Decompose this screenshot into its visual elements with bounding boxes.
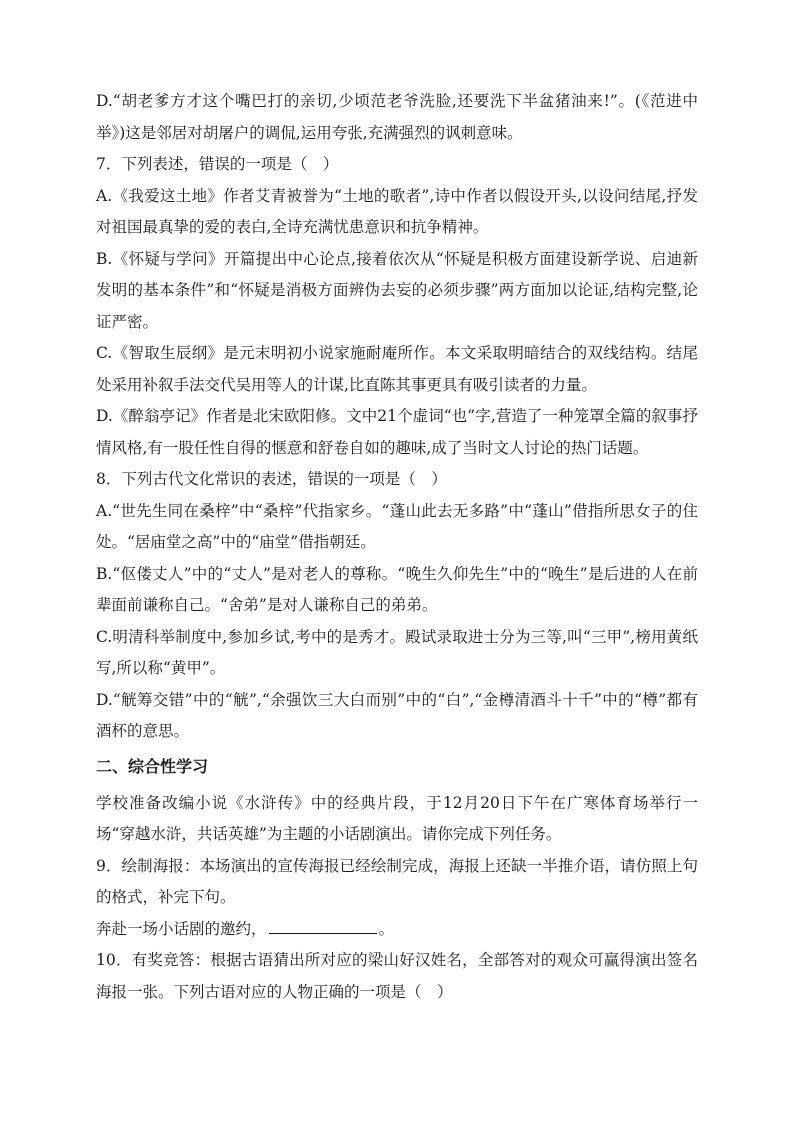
section-heading: 二、综合性学习: [96, 756, 209, 776]
option-8d: D.“觥筹交错”中的“觥”,“余强饮三大白而别”中的“白”,“金樽清酒斗十千”中的“樽”都有酒杯的意思。: [96, 690, 698, 740]
question-7: 7．下列表述，错误的一项是（ ）: [96, 155, 339, 173]
option-7d: D.《醉翁亭记》作者是北宋欧阳修。文中21个虚词“也”字,营造了一种笼罩全篇的叙事抒情风格,有一股任性自得的惬意和舒卷自如的趣味,成了当时文人讨论的热门话题。: [96, 407, 698, 457]
question-8: 8．下列古代文化常识的表述，错误的一项是（ ）: [96, 470, 447, 488]
option-6d: D.“胡老爹方才这个嘴巴打的亲切,少顷范老爷洗脸,还要洗下半盆猪油来!”。(《范进中举》)这是邻居对胡屠户的调侃,运用夸张,充满强烈的讽刺意味。: [96, 92, 698, 142]
answer-blank[interactable]: [269, 917, 377, 934]
option-7c: C.《智取生辰纲》是元末明初小说家施耐庵所作。本文采取明暗结合的双线结构。结尾处采用补叙手法交代吴用等人的计谋,比直陈其事更具有吸引读者的力量。: [96, 344, 698, 394]
option-8a: A.“世先生同在桑梓”中“桑梓”代指家乡。“蓬山此去无多路”中“蓬山”借指所思女子的住处。“居庙堂之高”中的“庙堂”借指朝廷。: [96, 501, 698, 551]
intro: 学校准备改编小说《水浒传》中的经典片段，于12月20日下午在广寒体育场举行一场“穿越水浒，共话英雄”为主题的小话剧演出。请你完成下列任务。: [96, 793, 698, 843]
answer-line-prefix: 奔赴一场小话剧的邀约，: [96, 919, 267, 938]
question-9: 9．绘制海报：本场演出的宣传海报已经绘制完成，海报上还缺一半推介语，请仿照上句的格式，补完下句。: [96, 856, 698, 906]
option-7a: A.《我爱这土地》作者艾青被誉为“土地的歌者”,诗中作者以假设开头,以设问结尾,抒发对祖国最真挚的爱的表白,全诗充满忧患意识和抗争精神。: [96, 186, 698, 236]
answer-line-9: [96, 914, 698, 946]
option-7b: B.《怀疑与学问》开篇提出中心论点,接着依次从“怀疑是积极方面建设新学说、启迪新发明的基本条件”和“怀疑是消极方面辨伪去妄的必须步骤”两方面加以论证,结构完整,论证严密。: [96, 249, 698, 331]
option-8c: C.明清科举制度中,参加乡试,考中的是秀才。殿试录取进士分为三等,叫“三甲”,榜用黄纸写,所以称“黄甲”。: [96, 627, 698, 677]
answer-line-suffix: 。: [378, 919, 395, 938]
question-10: 10．有奖竞答：根据古语猜出所对应的梁山好汉姓名，全部答对的观众可赢得演出签名海报一张。下列古语对应的人物正确的一项是（ ）: [96, 951, 698, 1001]
option-8b: B.“伛偻丈人”中的“丈人”是对老人的尊称。“晚生久仰先生”中的“晚生”是后进的人在前辈面前谦称自己。“舍弟”是对人谦称自己的弟弟。: [96, 564, 698, 614]
